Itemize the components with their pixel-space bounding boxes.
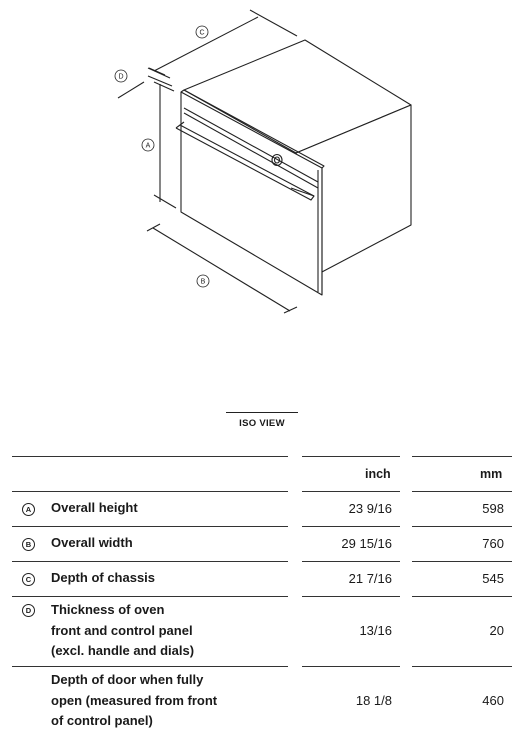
row-label-line: Depth of door when fully — [51, 672, 204, 688]
row-value-inch: 29 15/16 — [341, 535, 392, 551]
row-value-inch: 23 9/16 — [348, 500, 392, 516]
row-value-mm: 598 — [482, 500, 504, 516]
row-label — [51, 600, 194, 662]
callout-label-b: B — [200, 278, 206, 286]
row-label-line: Overall width — [51, 535, 133, 551]
row-label-line: of control panel) — [51, 713, 153, 729]
row-rule-label — [12, 561, 288, 562]
header-rule-mm — [412, 456, 512, 457]
row-value-mm: 545 — [482, 570, 504, 586]
row-badge-b: B — [22, 538, 35, 551]
row-label — [51, 533, 133, 554]
row-rule-mm — [412, 491, 512, 492]
row-label-line: Overall height — [51, 500, 138, 516]
row-rule-inch — [302, 666, 400, 667]
row-value-inch: 21 7/16 — [348, 570, 392, 586]
header-rule-inch — [302, 456, 400, 457]
row-label-line: (excl. handle and dials) — [51, 643, 195, 659]
row-label-line: Thickness of oven — [51, 602, 165, 618]
row-rule-label — [12, 596, 288, 597]
row-label — [51, 568, 155, 589]
row-label-line: open (measured from front — [51, 692, 218, 708]
row-rule-mm — [412, 561, 512, 562]
row-label-line: front and control panel — [51, 622, 193, 638]
row-rule-inch — [302, 596, 400, 597]
row-rule-mm — [412, 596, 512, 597]
callout-label-c: C — [199, 29, 205, 37]
row-value-mm: 760 — [482, 535, 504, 551]
row-rule-inch — [302, 561, 400, 562]
column-header-inch: inch — [365, 467, 391, 481]
row-badge-a: A — [22, 503, 35, 516]
row-value-inch: 13/16 — [359, 623, 392, 638]
row-rule-inch — [302, 491, 400, 492]
row-label — [51, 670, 217, 732]
row-label-line: Depth of chassis — [51, 570, 156, 586]
row-value-mm: 460 — [482, 693, 504, 708]
row-rule-label — [12, 491, 288, 492]
row-rule-label — [12, 666, 288, 667]
row-rule-label — [12, 526, 288, 527]
row-rule-inch — [302, 526, 400, 527]
row-rule-mm — [412, 666, 512, 667]
callout-label-d: D — [118, 73, 124, 81]
row-rule-mm — [412, 526, 512, 527]
row-label — [51, 498, 138, 519]
row-value-mm: 20 — [489, 623, 504, 638]
row-badge-c: C — [22, 573, 35, 586]
header-rule-label — [12, 456, 288, 457]
row-value-inch: 18 1/8 — [355, 693, 392, 708]
view-caption: ISO VIEW — [226, 412, 298, 429]
column-header-mm: mm — [480, 467, 503, 481]
callout-label-a: A — [145, 142, 151, 150]
row-badge-d: D — [22, 604, 35, 617]
